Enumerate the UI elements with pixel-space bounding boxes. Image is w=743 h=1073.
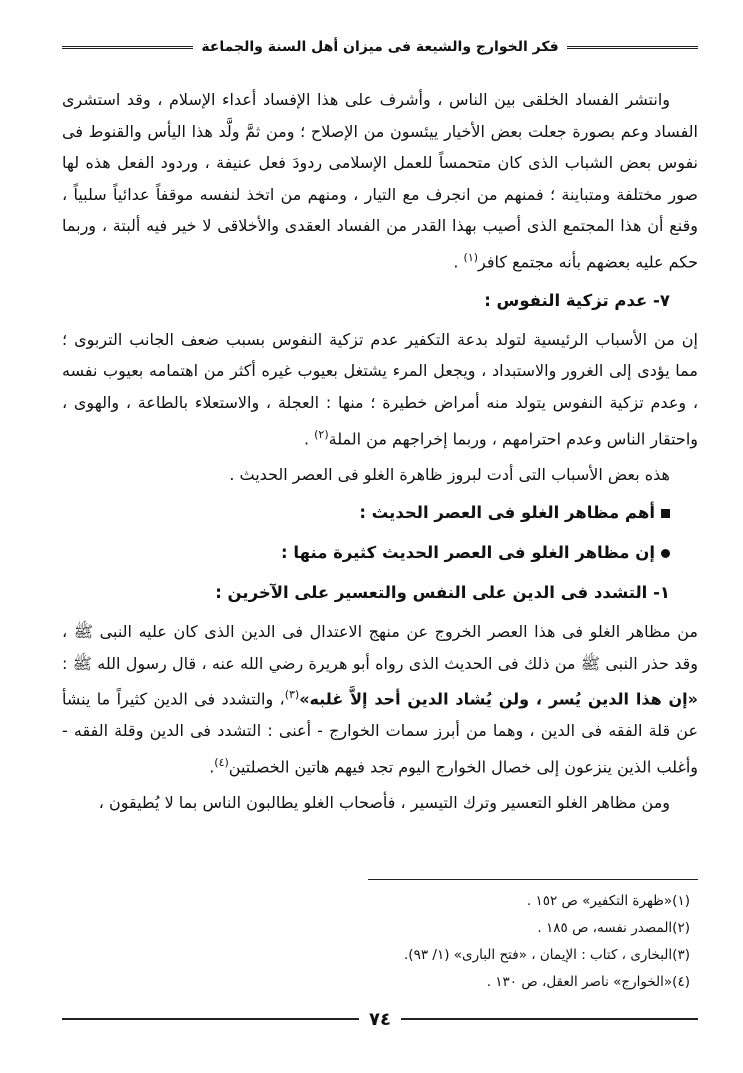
page-number: ٧٤	[369, 1008, 391, 1030]
main-heading-text: أهم مظاهر الغلو فى العصر الحديث :	[359, 503, 655, 523]
paragraph-text: من مظاهر الغلو فى هذا العصر الخروج عن منهج الاعتدال فى الدين الذى كان عليه النبى ﷺ ، وقد حذر النبى ﷺ من ذلك فى الحديث الذى رواه أبو هريرة رضي الله عنه ، قال رسول الله ﷺ :	[62, 622, 698, 673]
footer-rule-left	[62, 1018, 359, 1020]
paragraph-text: إن من الأسباب الرئيسية لتولد بدعة التكفير عدم تزكية النفوس بسبب ضعف الجانب التربوى ؛ مما يؤدى إلى الغرور والاستبداد ، ويجعل المرء يشتغل بعيوب غيره أكثر من اهتمامه بعيوب نفسه ، وعدم تزكية النفوس يتولد منه أمراض خطيرة ؛ منها : العجلة ، والاستعلاء بالطاعة ، والهوى ، واحتقار الناس وعدم احترامهم ، وربما إخراجهم من الملة	[62, 329, 698, 448]
footnote-ref-4: (٤)	[214, 755, 229, 769]
main-text	[62, 84, 698, 822]
footnote-4: (٤)«الخوارج» ناصر العقل، ص ١٣٠ .	[486, 974, 690, 990]
footnote-ref-2: (٢)	[314, 427, 329, 441]
footer-rule-right	[401, 1018, 698, 1020]
paragraph-text-cont: ، والتشدد فى الدين كثيراً ما ينشأ عن قلة الفقه فى الدين ، وهما من أبرز سمات الخوارج - أعنى : التشدد فى الدين وقلة الفقه - وأغلب الذين ينزعون إلى خصال الخوارج اليوم تجد فيهم هاتين الخصلتين	[62, 689, 698, 777]
footnote-3: (٣)البخارى ، كتاب : الإيمان ، «فتح البارى» (١/ ٩٣).	[404, 947, 690, 963]
page-footer	[62, 1006, 698, 1032]
paragraph-text: وانتشر الفساد الخلقى بين الناس ، وأشرف على هذا الإفساد أعداء الإسلام ، وقد استشرى الفساد وعم بصورة جعلت بعض الأخيار ييئسون من الإصلاح ؛ ومن ثمَّ ولَّد هذا اليأس والقنوط فى نفوس بعض الشباب الذى كان متحمساً للعمل الإسلامى ردودَ فعل عنيفة ، وردود الفعل هذه لها صور مختلفة ومتباينة ؛ فمنهم من انجرف مع التيار ، ومنهم من اتخذ لنفسه موقفاً عدائياً سلبياً ، وقنع أن هذا المجتمع الذى أصيب بهذا القدر من الفساد العقدى والأخلاقى لا خير فيه ألبتة ، وربما حكم عليه بعضهم بأنه مجتمع كافر	[62, 90, 698, 272]
header-rule-left	[62, 46, 193, 49]
sub-heading	[62, 536, 670, 570]
section-heading-1: ١- التشدد فى الدين على النفس والتعسير على الآخرين :	[215, 583, 670, 603]
footnote-ref-3: (٣)	[284, 688, 300, 702]
footnotes	[98, 888, 698, 996]
paragraph-end: .	[209, 757, 215, 777]
paragraph-difficulty: ومن مظاهر الغلو التعسير وترك التيسير ، فأصحاب الغلو يطالبون الناس بما لا يُطيقون ،	[98, 792, 670, 812]
footnote-1: (١)«ظهرة التكفير» ص ١٥٢ .	[526, 893, 690, 909]
paragraph-end: .	[453, 252, 464, 272]
section-heading-7: ٧- عدم تزكية النفوس :	[484, 290, 670, 310]
sub-heading-text: إن مظاهر الغلو فى العصر الحديث كثيرة منها :	[281, 543, 655, 563]
footnote-2: (٢)المصدر نفسه، ص ١٨٥ .	[537, 920, 690, 936]
header-rule-right	[567, 46, 698, 49]
footnote-separator	[368, 879, 698, 880]
header-title: فكر الخوارج والشيعة فى ميزان أهل السنة والجماعة	[201, 39, 559, 55]
paragraph-end: .	[303, 429, 315, 448]
square-bullet-icon	[661, 496, 670, 530]
round-bullet-icon	[661, 536, 670, 570]
main-heading	[62, 496, 670, 530]
paragraph-corruption	[62, 84, 698, 278]
paragraph-strictness	[62, 616, 698, 783]
footnote-ref-1: (١)	[463, 250, 479, 264]
hadith-quote: «إن هذا الدين يُسر ، ولن يُشاد الدين أحد إلاَّ غلبه»	[299, 689, 699, 709]
paragraph-purification	[62, 324, 698, 455]
paragraph-summary: هذه بعض الأسباب التى أدت لبروز ظاهرة الغلو فى العصر الحديث .	[229, 464, 670, 484]
running-header	[62, 36, 698, 58]
